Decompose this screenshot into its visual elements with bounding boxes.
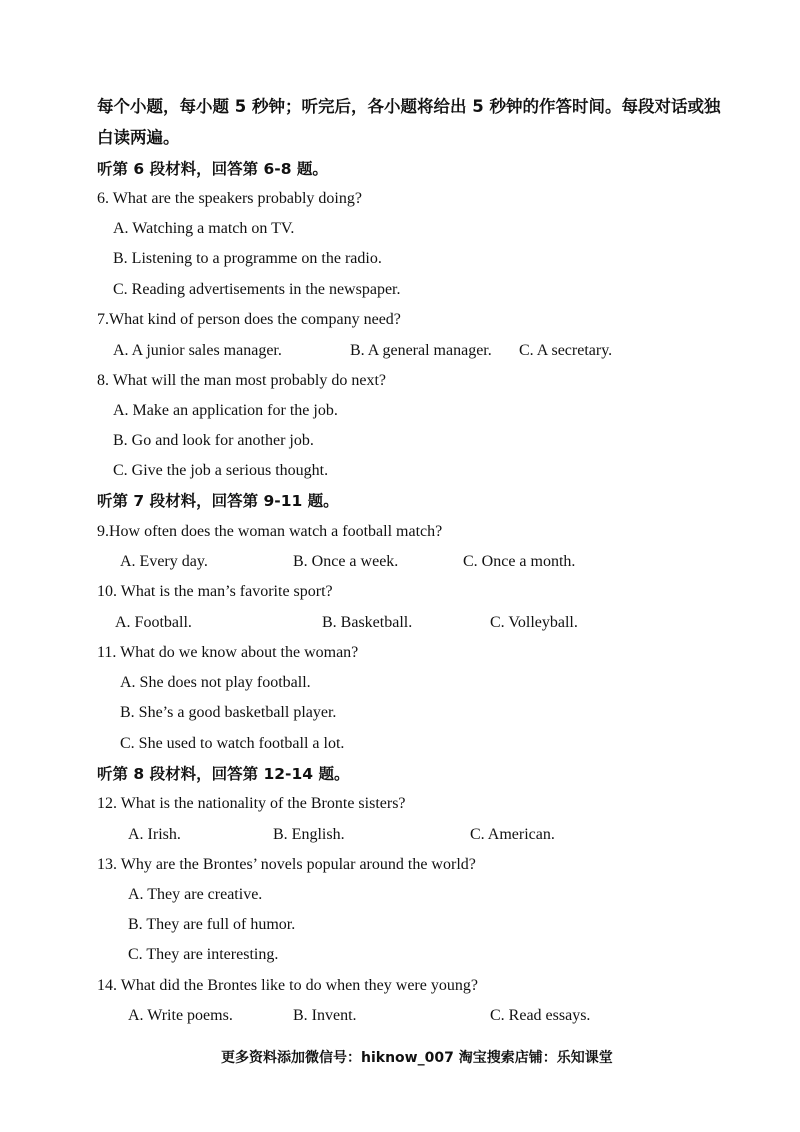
option: C. Read essays. [490, 1007, 591, 1024]
footer-text: 更多资料添加微信号：hiknow_007 淘宝搜索店铺：乐知课堂 [221, 1050, 613, 1066]
question-text: 7.What kind of person does the company need? [97, 311, 401, 328]
option: A. Every day. [120, 553, 208, 570]
question-text: 14. What did the Brontes like to do when they were young? [97, 977, 478, 994]
option: C. She used to watch football a lot. [120, 735, 345, 752]
option: A. Irish. [128, 826, 181, 843]
option: A. Make an application for the job. [113, 402, 338, 419]
section-heading: 听第 6 段材料，回答第 6-8 题。 [97, 160, 328, 178]
option: C. They are interesting. [128, 946, 279, 963]
option: A. Watching a match on TV. [113, 220, 295, 237]
option: A. Write poems. [128, 1007, 233, 1024]
intro-line-1: 每个小题，每小题 5 秒钟；听完后，各小题将给出 5 秒钟的作答时间。每段对话或独 [97, 97, 721, 116]
question-text: 12. What is the nationality of the Bronte sisters? [97, 795, 406, 812]
option: A. They are creative. [128, 886, 263, 903]
option: A. Football. [115, 614, 192, 631]
option: B. Listening to a programme on the radio. [113, 250, 382, 267]
question-text: 10. What is the man’s favorite sport? [97, 583, 333, 600]
intro-line-2: 白读两遍。 [97, 128, 180, 147]
option: B. Invent. [293, 1007, 357, 1024]
question-text: 8. What will the man most probably do next? [97, 372, 386, 389]
option: B. She’s a good basketball player. [120, 704, 337, 721]
option: B. Go and look for another job. [113, 432, 314, 449]
option: C. Reading advertisements in the newspaper. [113, 281, 401, 298]
option: B. Once a week. [293, 553, 399, 570]
question-text: 11. What do we know about the woman? [97, 644, 359, 661]
option: C. Give the job a serious thought. [113, 462, 329, 479]
section-heading: 听第 7 段材料，回答第 9-11 题。 [97, 492, 339, 510]
option: C. American. [470, 826, 555, 843]
question-text: 13. Why are the Brontes’ novels popular around the world? [97, 856, 476, 873]
option: A. She does not play football. [120, 674, 311, 691]
option: C. Once a month. [463, 553, 576, 570]
option: C. Volleyball. [490, 614, 578, 631]
section-heading: 听第 8 段材料，回答第 12-14 题。 [97, 765, 350, 783]
option: B. A general manager. [350, 342, 492, 359]
question-text: 6. What are the speakers probably doing? [97, 190, 362, 207]
option: C. A secretary. [519, 342, 613, 359]
option: A. A junior sales manager. [113, 342, 282, 359]
option: B. They are full of humor. [128, 916, 296, 933]
option: B. Basketball. [322, 614, 413, 631]
question-text: 9.How often does the woman watch a football match? [97, 523, 443, 540]
option: B. English. [273, 826, 345, 843]
